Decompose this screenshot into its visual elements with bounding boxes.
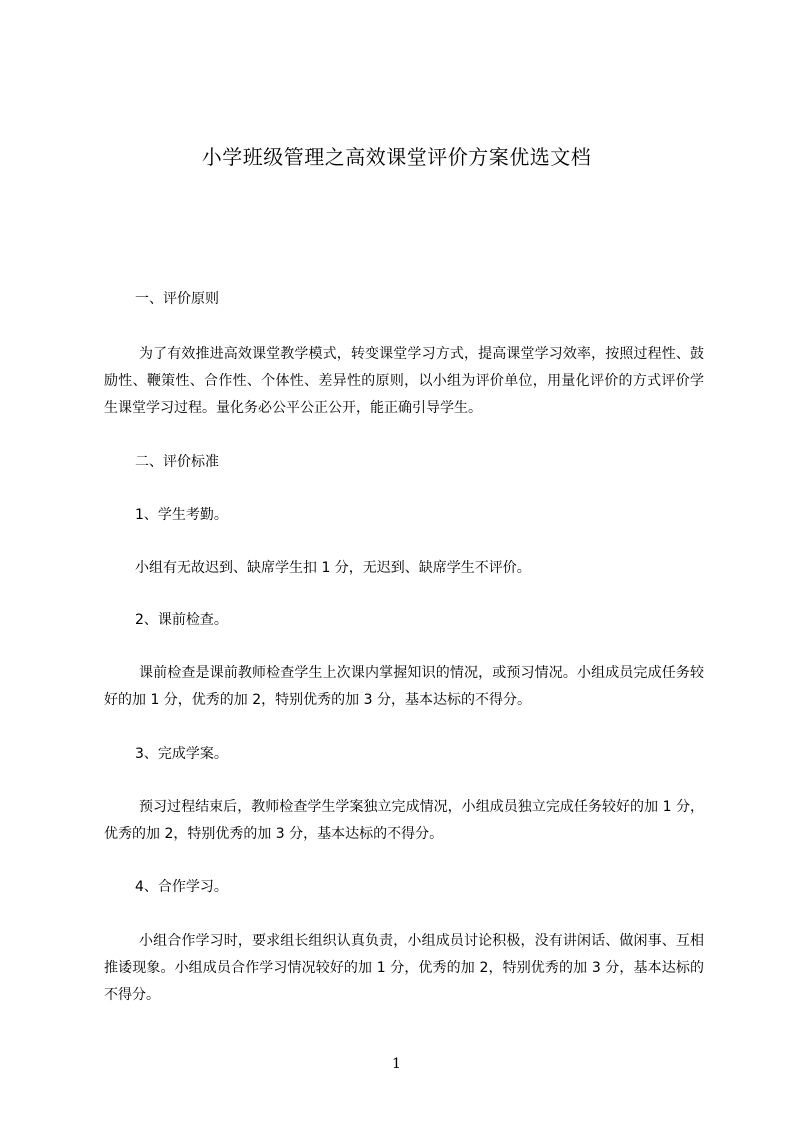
page-number: 1 (392, 1056, 401, 1072)
paragraph-pre-class-check: 课前检查是课前教师检查学生上次课内掌握知识的情况，或预习情况。小组成员完成任务较好的加 1 分，优秀的加 2，特别优秀的加 3 分，基本达标的不得分。 (104, 665, 704, 708)
section-heading-principles: 一、评价原则 (135, 291, 219, 307)
item-heading-attendance: 1、学生考勤。 (135, 507, 228, 523)
item-heading-study-plan: 3、完成学案。 (135, 746, 228, 762)
document-title: 小学班级管理之高效课堂评价方案优选文档 (201, 145, 592, 169)
item-heading-pre-class-check: 2、课前检查。 (135, 612, 228, 628)
item-heading-cooperative-learning: 4、合作学习。 (135, 879, 228, 895)
section-heading-standards: 二、评价标准 (135, 454, 219, 470)
paragraph-cooperative-learning: 小组合作学习时，要求组长组织认真负责，小组成员讨论积极，没有讲闲话、做闲事、互相推诿现象。小组成员合作学习情况较好的加 1 分，优秀的加 2，特别优秀的加 3 分，基本达标的不得分。 (104, 933, 704, 1003)
paragraph-study-plan: 预习过程结束后，教师检查学生学案独立完成情况，小组成员独立完成任务较好的加 1 分，优秀的加 2，特别优秀的加 3 分，基本达标的不得分。 (104, 799, 704, 842)
paragraph-attendance: 小组有无故迟到、缺席学生扣 1 分，无迟到、缺席学生不评价。 (135, 560, 531, 576)
paragraph-principles: 为了有效推进高效课堂教学模式，转变课堂学习方式，提高课堂学习效率，按照过程性、鼓励性、鞭策性、合作性、个体性、差异性的原则，以小组为评价单位，用量化评价的方式评价学生课堂学习过程。量化务必公平公正公开，能正确引导学生。 (104, 346, 704, 416)
